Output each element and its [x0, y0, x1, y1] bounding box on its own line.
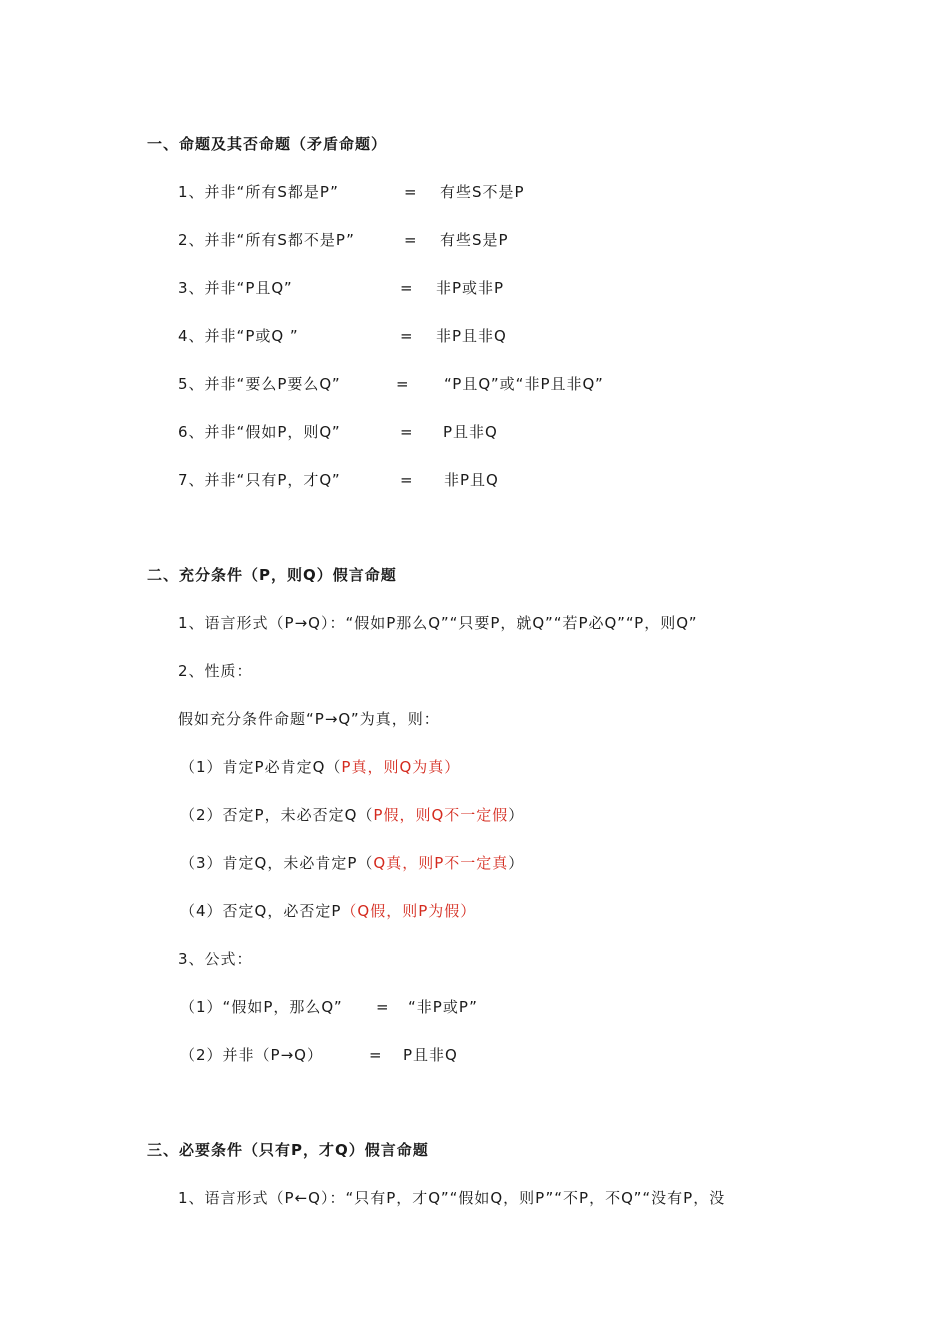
section-2-intro: 假如充分条件命题“P→Q”为真，则：: [178, 710, 440, 728]
property-3-close: ）: [508, 854, 525, 872]
property-2: [180, 805, 524, 825]
section-1-title: 一、命题及其否命题（矛盾命题）: [147, 135, 388, 153]
row-6-eq: =: [400, 423, 414, 441]
section-3-title: 三、必要条件（只有P，才Q）假言命题: [147, 1141, 429, 1159]
property-4-note: （Q假，则P为假）: [341, 902, 477, 920]
property-1-open: （: [325, 758, 342, 776]
property-1-note: P真，则Q为真）: [341, 758, 461, 776]
formula-2-eq: =: [369, 1046, 383, 1064]
row-7-left: 7、并非“只有P，才Q”: [178, 471, 341, 489]
row-7-eq: =: [400, 471, 414, 489]
row-4-left: 4、并非“P或Q ”: [178, 327, 299, 345]
row-6-left: 6、并非“假如P，则Q”: [178, 423, 341, 441]
row-2-eq: =: [404, 231, 418, 249]
property-3-text: （3）肯定Q，未必肯定P: [180, 854, 358, 872]
property-2-note: P假，则Q不一定假: [373, 806, 509, 824]
property-3: [180, 853, 524, 873]
row-1-eq: =: [404, 183, 418, 201]
section-2-formula-label: 3、公式：: [178, 950, 253, 968]
section-3-language-form: 1、语言形式（P←Q）：“只有P，才Q”“假如Q，则P”“不P，不Q”“没有P，没: [178, 1189, 726, 1207]
row-5-left: 5、并非“要么P要么Q”: [178, 375, 341, 393]
formula-2-right: P且非Q: [403, 1046, 458, 1064]
property-2-text: （2）否定P，未必否定Q: [180, 806, 358, 824]
section-2-properties-label: 2、性质：: [178, 662, 253, 680]
formula-2-left: （2）并非（P→Q）: [180, 1046, 323, 1064]
property-3-open: （: [357, 854, 374, 872]
formula-1-right: “非P或P”: [408, 998, 478, 1016]
row-6-right: P且非Q: [443, 423, 498, 441]
row-3-left: 3、并非“P且Q”: [178, 279, 293, 297]
section-2-language-form: 1、语言形式（P→Q）：“假如P那么Q”“只要P，就Q”“若P必Q”“P，则Q”: [178, 614, 698, 632]
property-3-note: Q真，则P不一定真: [373, 854, 509, 872]
row-4-right: 非P且非Q: [436, 327, 507, 345]
property-1: [180, 757, 460, 777]
property-2-close: ）: [508, 806, 525, 824]
row-1-right: 有些S不是P: [440, 183, 525, 201]
row-1-left: 1、并非“所有S都是P”: [178, 183, 339, 201]
property-1-text: （1）肯定P必肯定Q: [180, 758, 326, 776]
property-2-open: （: [357, 806, 374, 824]
row-4-eq: =: [400, 327, 414, 345]
row-2-left: 2、并非“所有S都不是P”: [178, 231, 355, 249]
row-2-right: 有些S是P: [440, 231, 509, 249]
formula-1-left: （1）“假如P，那么Q”: [180, 998, 343, 1016]
section-2-title: 二、充分条件（P，则Q）假言命题: [147, 566, 397, 584]
row-3-right: 非P或非P: [436, 279, 505, 297]
property-4-text: （4）否定Q，必否定P: [180, 902, 342, 920]
formula-1-eq: =: [376, 998, 390, 1016]
row-7-right: 非P且Q: [444, 471, 499, 489]
row-5-eq: =: [396, 375, 410, 393]
row-5-right: “P且Q”或“非P且非Q”: [444, 375, 604, 393]
property-4: [180, 901, 476, 921]
row-3-eq: =: [400, 279, 414, 297]
